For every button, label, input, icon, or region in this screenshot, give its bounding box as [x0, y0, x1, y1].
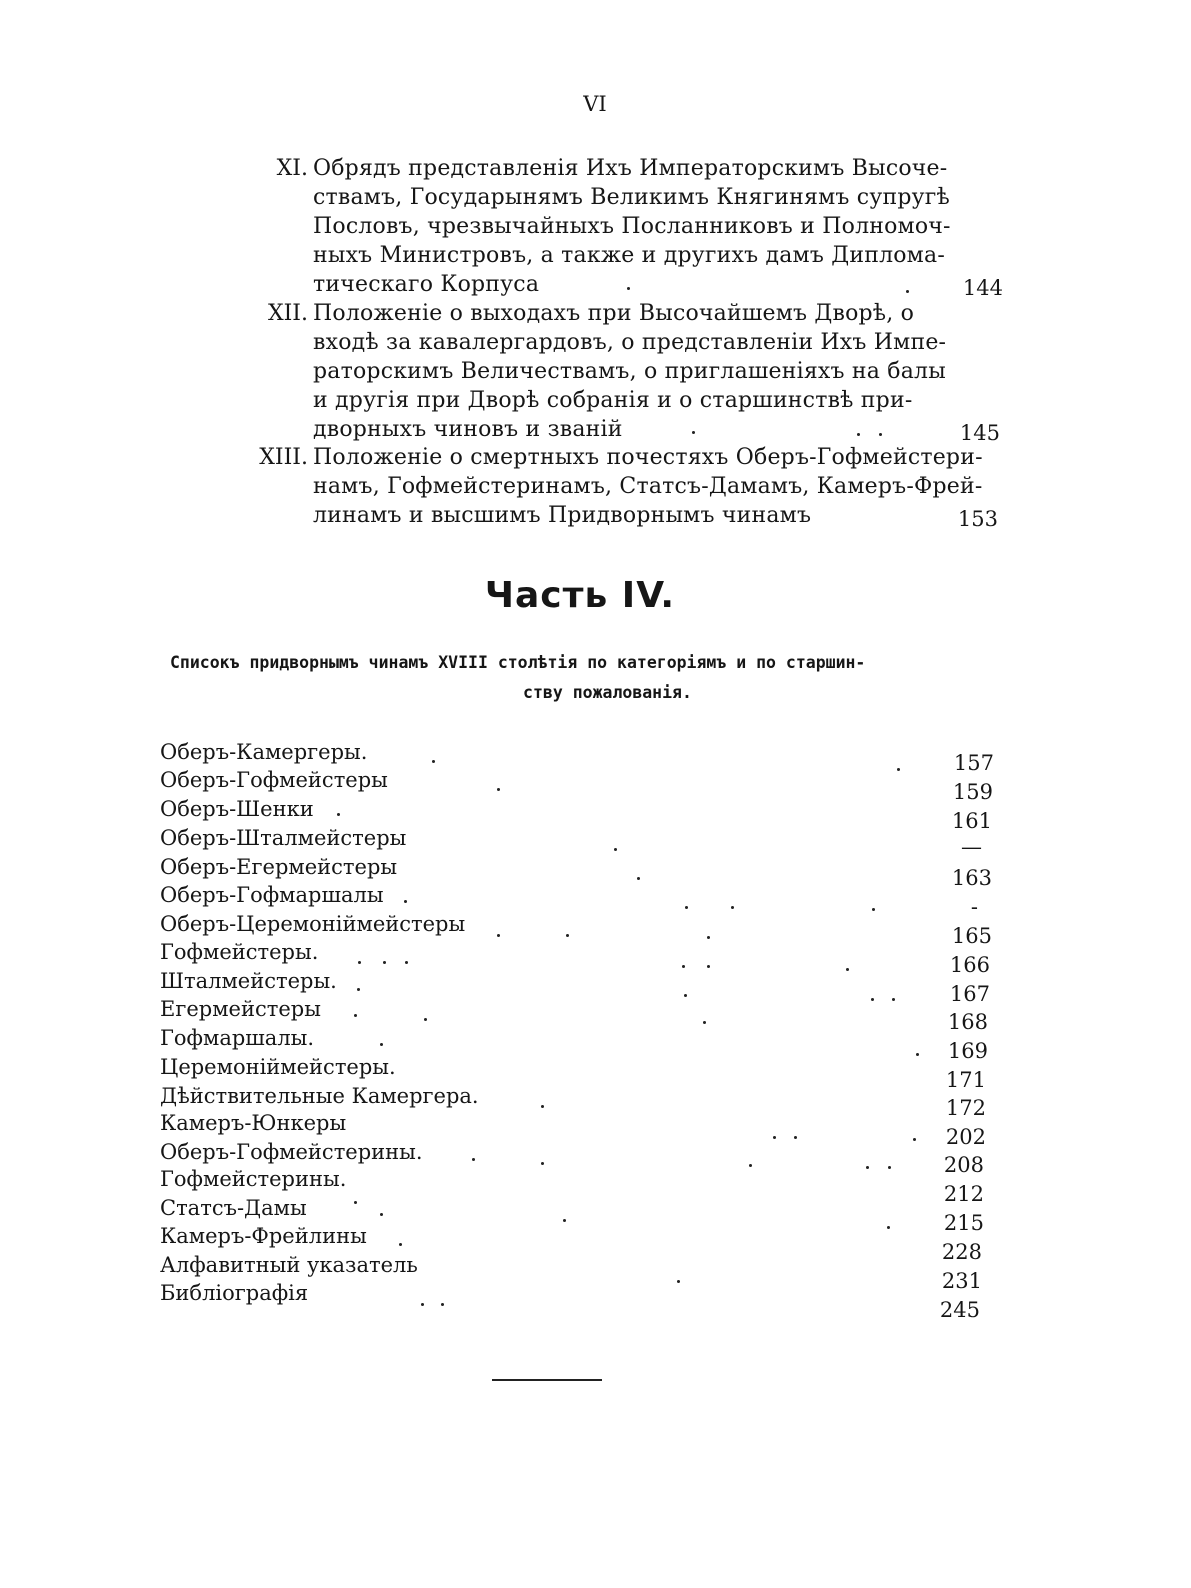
leader-dot	[897, 768, 900, 771]
list-item: Оберъ-Гофмейстерины.	[160, 1140, 423, 1164]
leader-dot	[707, 936, 710, 939]
leader-dot	[497, 934, 500, 937]
subheading-line: ству пожалованія.	[523, 683, 692, 702]
leader-dot	[354, 1014, 357, 1017]
list-page-number: 161	[951, 809, 992, 833]
leader-dot	[731, 906, 734, 909]
list-page-number: 169	[947, 1039, 988, 1063]
leader-dot	[846, 968, 849, 971]
leader-dot	[563, 1219, 566, 1222]
leader-dot	[380, 1043, 383, 1046]
leader-dot	[637, 877, 640, 880]
list-page-number: —	[961, 835, 982, 859]
entry-line: тическаго Корпуса	[313, 272, 540, 297]
leader-dot	[383, 961, 386, 964]
entry-line: Положеніе о выходахъ при Высочайшемъ Дворѣ, о	[313, 301, 915, 326]
list-item: Камеръ-Фрейлины	[160, 1224, 367, 1248]
entry-page: 153	[957, 507, 998, 531]
leader-dot	[916, 1053, 919, 1056]
leader-dot	[857, 433, 860, 436]
part-subheading	[170, 648, 1005, 708]
part-heading: Часть IV.	[484, 575, 676, 616]
entry-line: входѣ за кавалергардовъ, о представленіи Ихъ Импе-	[313, 330, 947, 355]
end-rule	[492, 1379, 602, 1381]
leader-dot	[906, 290, 909, 293]
leader-dot	[566, 934, 569, 937]
list-item: Гофмейстеры.	[160, 940, 319, 964]
leader-dot	[472, 1158, 475, 1161]
page-number: VI	[583, 92, 607, 116]
list-item: Оберъ-Камергеры.	[160, 740, 368, 764]
leader-dot	[441, 1303, 444, 1306]
leader-dot	[794, 1136, 797, 1139]
entry-page: 144	[962, 276, 1003, 300]
entry-line: Обрядъ представленія Ихъ Императорскимъ Высоче-	[313, 156, 948, 181]
leader-dot	[432, 760, 435, 763]
list-page-number: 208	[943, 1153, 984, 1177]
entry-page: 145	[959, 421, 1000, 445]
leader-dot	[337, 813, 340, 816]
list-page-number: 157	[953, 751, 994, 775]
entry-number: XIII.	[259, 445, 308, 470]
leader-dot	[380, 1213, 383, 1216]
list-page-number: 245	[939, 1298, 980, 1322]
list-page-number: 171	[945, 1068, 986, 1092]
leader-dot	[871, 998, 874, 1001]
leader-dot	[421, 1303, 424, 1306]
leader-dot	[879, 433, 882, 436]
entry-line: намъ, Гофмейстеринамъ, Статсъ-Дамамъ, Камеръ-Фрей-	[313, 474, 983, 499]
list-page-number: -	[970, 895, 978, 919]
entry-line: ныхъ Министровъ, а также и другихъ дамъ Диплома-	[313, 243, 945, 268]
list-item: Оберъ-Шенки	[160, 797, 314, 821]
leader-dot	[773, 1136, 776, 1139]
leader-dot	[541, 1105, 544, 1108]
list-item: Камеръ-Юнкеры	[160, 1111, 347, 1135]
list-page-number: 202	[945, 1125, 986, 1149]
list-page-number: 231	[941, 1269, 982, 1293]
list-item: Егермейстеры	[160, 997, 321, 1021]
entry-line: раторскимъ Величествамъ, о приглашеніяхъ на балы	[313, 359, 946, 384]
list-item: Гофмаршалы.	[160, 1026, 315, 1050]
leader-dot	[692, 431, 695, 434]
leader-dot	[627, 287, 630, 290]
list-item: Оберъ-Гофмаршалы	[160, 883, 384, 907]
leader-dot	[707, 965, 710, 968]
list-item: Церемоніймейстеры.	[160, 1055, 396, 1079]
leader-dot	[682, 965, 685, 968]
entry-number: XI.	[276, 156, 308, 181]
list-page-number: 212	[943, 1182, 984, 1206]
leader-dot	[892, 998, 895, 1001]
list-page-number: 165	[951, 924, 992, 948]
leader-dot	[497, 788, 500, 791]
leader-dot	[357, 988, 360, 991]
list-item: Оберъ-Шталмейстеры	[160, 826, 407, 850]
list-item: Шталмейстеры.	[160, 969, 337, 993]
list-page-number: 168	[947, 1010, 988, 1034]
list-item: Гофмейстерины.	[160, 1167, 347, 1191]
list-page-number: 228	[941, 1240, 982, 1264]
leader-dot	[399, 1243, 402, 1246]
list-item: Оберъ-Гофмейстеры	[160, 768, 388, 792]
list-item: Алфавитный указатель	[160, 1253, 418, 1277]
entry-line: линамъ и высшимъ Придворнымъ чинамъ	[313, 503, 812, 528]
leader-dot	[684, 994, 687, 997]
entry-line: ствамъ, Государынямъ Великимъ Княгинямъ супругѣ	[313, 185, 950, 210]
leader-dot	[354, 1201, 357, 1204]
list-page-number: 167	[949, 982, 990, 1006]
leader-dot	[913, 1138, 916, 1141]
leader-dot	[405, 961, 408, 964]
leader-dot	[888, 1166, 891, 1169]
list-page-number: 166	[949, 953, 990, 977]
entry-number: XII.	[267, 301, 308, 326]
list-page-number: 172	[945, 1096, 986, 1120]
list-item: Оберъ-Егермейстеры	[160, 855, 398, 879]
leader-dot	[424, 1018, 427, 1021]
list-item: Библіографія	[160, 1281, 309, 1305]
list-item: Оберъ-Церемоніймейстеры	[160, 912, 466, 936]
subheading-line: Списокъ придворнымъ чинамъ XVIII столѣтія по категоріямъ и по старшин-	[170, 653, 866, 672]
leader-dot	[685, 906, 688, 909]
list-page-number: 163	[951, 866, 992, 890]
leader-dot	[887, 1226, 890, 1229]
entry-line: и другія при Дворѣ собранія и о старшинствѣ при-	[313, 388, 913, 413]
entry-line: дворныхъ чиновъ и званій	[313, 417, 623, 442]
leader-dot	[614, 848, 617, 851]
leader-dot	[703, 1021, 706, 1024]
leader-dot	[404, 900, 407, 903]
leader-dot	[358, 961, 361, 964]
leader-dot	[749, 1164, 752, 1167]
entry-line: Пословъ, чрезвычайныхъ Посланниковъ и Полномоч-	[313, 214, 951, 239]
list-page-number: 159	[952, 780, 993, 804]
list-item: Статсъ-Дамы	[160, 1196, 307, 1220]
list-item: Дѣйствительные Камергера.	[160, 1084, 479, 1108]
leader-dot	[866, 1166, 869, 1169]
leader-dot	[872, 908, 875, 911]
entry-line: Положеніе о смертныхъ почестяхъ Оберъ-Гофмейстери-	[313, 445, 983, 470]
leader-dot	[677, 1280, 680, 1283]
list-page-number: 215	[943, 1211, 984, 1235]
leader-dot	[541, 1162, 544, 1165]
